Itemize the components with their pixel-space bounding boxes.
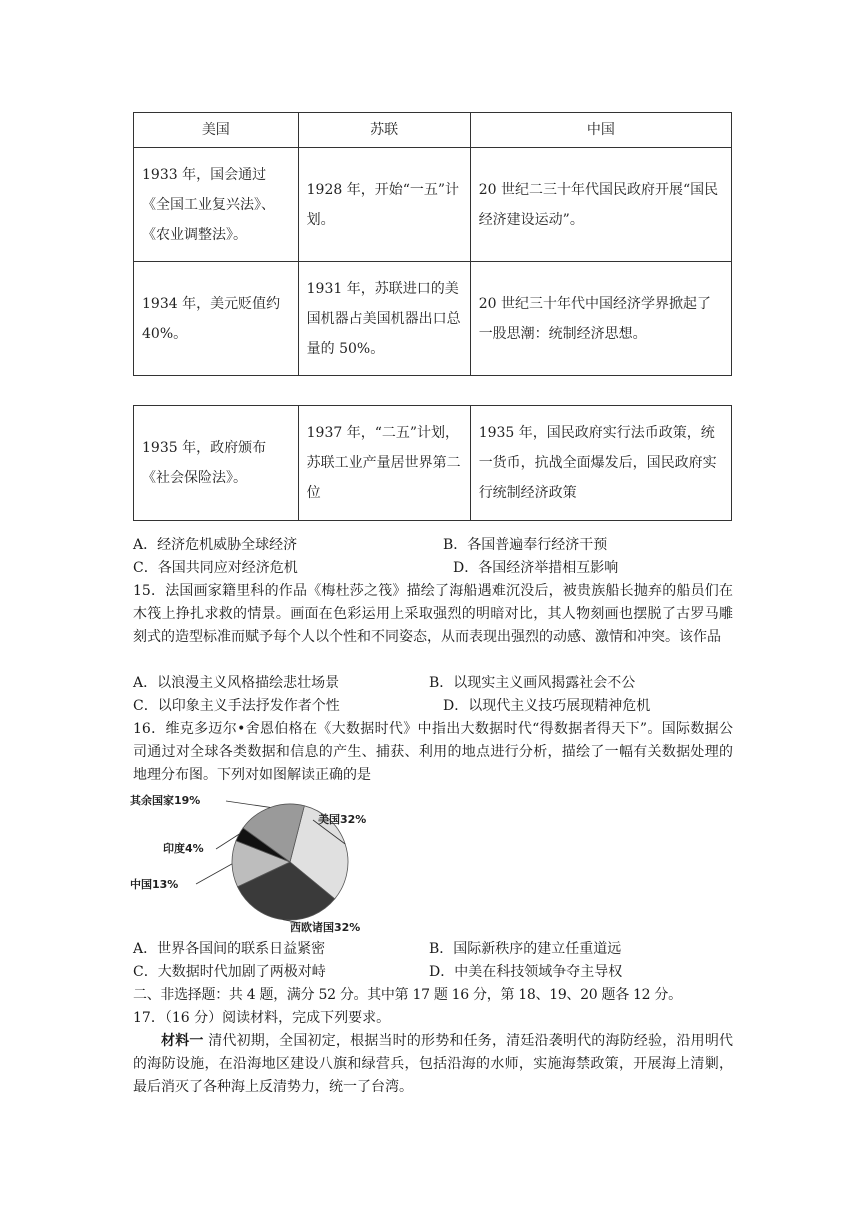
material-one-label: 材料一 xyxy=(161,1033,204,1049)
table-cell: 1933 年，国会通过《全国工业复兴法》、《农业调整法》。 xyxy=(134,148,299,262)
table-cell: 1935 年，国民政府实行法币政策，统一货币，抗战全面爆发后，国民政府实行统制经济政策 xyxy=(470,406,731,521)
q17-title: 17．（16 分）阅读材料，完成下列要求。 xyxy=(133,1010,391,1026)
table-cell: 20 世纪二三十年代国民政府开展“国民经济建设运动”。 xyxy=(470,148,731,262)
pie-leader-line xyxy=(196,864,232,884)
table-cell: 1934 年，美元贬值约 40%。 xyxy=(134,262,299,376)
q15-option-a[interactable]: A．以浪漫主义风格描绘悲壮场景 xyxy=(133,675,340,691)
pie-slice-label: 其余国家19% xyxy=(130,794,201,807)
material-one xyxy=(133,1030,733,1099)
q14-option-a[interactable]: A．经济危机威胁全球经济 xyxy=(133,537,298,553)
q16-option-b[interactable]: B．国际新秩序的建立任重道远 xyxy=(429,941,622,957)
pie-slice-label: 西欧诸国32% xyxy=(290,921,361,934)
table-cell: 1931 年，苏联进口的美国机器占美国机器出口总量的 50%。 xyxy=(298,262,470,376)
table-header-cell: 苏联 xyxy=(298,113,470,148)
section2-heading: 二、非选择题：共 4 题，满分 52 分。其中第 17 题 16 分，第 18、19、20 题各 12 分。 xyxy=(133,987,682,1003)
q16-option-a[interactable]: A．世界各国间的联系日益紧密 xyxy=(133,941,326,957)
table-cell: 1935 年，政府颁布《社会保险法》。 xyxy=(134,406,299,521)
comparison-table-part1 xyxy=(133,112,732,376)
table-header-cell: 美国 xyxy=(134,113,299,148)
pie-leader-line xyxy=(226,801,270,807)
pie-slice-label: 中国13% xyxy=(130,878,179,891)
q16-stem: 16．维克多迈尔•舍恩伯格在《大数据时代》中指出大数据时代“得数据者得天下”。国际数据公司通过对全球各类数据和信息的产生、捕获、利用的地点进行分析，描绘了一幅有关数据处理的地理分布图。下列对如图解读正确的是 xyxy=(133,721,733,783)
pie-slice-label: 印度4% xyxy=(163,842,204,855)
table-cell: 20 世纪三十年代中国经济学界掀起了一股思潮：统制经济思想。 xyxy=(470,262,731,376)
q15-stem: 15．法国画家籍里科的作品《梅杜莎之筏》描绘了海船遇难沉没后，被贵族船长抛弃的船员们在木筏上挣扎求救的情景。画面在色彩运用上采取强烈的明暗对比，其人物刻画也摆脱了古罗马雕刻式的造型标准而赋予每个人以个性和不同姿态，从而表现出强烈的动感、激情和冲突。该作品 xyxy=(133,583,733,645)
table-cell: 1928 年，开始“一五”计划。 xyxy=(298,148,470,262)
comparison-table-part2 xyxy=(133,405,732,521)
table-row xyxy=(134,406,732,521)
material-one-text: 清代初期，全国初定，根据当时的形势和任务，清廷沿袭明代的海防经验，沿用明代的海防设施，在沿海地区建设八旗和绿营兵，包括沿海的水师，实施海禁政策，开展海上清剿，最后消灭了各种海上反清势力，统一了台湾。 xyxy=(133,1033,734,1095)
q16-option-c[interactable]: C．大数据时代加剧了两极对峙 xyxy=(133,964,326,980)
q14-option-c[interactable]: C．各国共同应对经济危机 xyxy=(133,560,298,576)
pie-chart-svg xyxy=(130,785,410,935)
q15-option-c[interactable]: C．以印象主义手法抒发作者个性 xyxy=(133,698,340,714)
table-header-cell: 中国 xyxy=(470,113,731,148)
table-row xyxy=(134,148,732,262)
q15-option-d[interactable]: D．以现代主义技巧展现精神危机 xyxy=(443,698,651,714)
data-distribution-pie-chart xyxy=(130,785,410,935)
q15-option-b[interactable]: B．以现实主义画风揭露社会不公 xyxy=(429,675,636,691)
pie-slice-label: 美国32% xyxy=(318,813,367,826)
table-header-row xyxy=(134,113,732,148)
q16-option-d[interactable]: D．中美在科技领域争夺主导权 xyxy=(429,964,623,980)
table-cell: 1937 年，“二五”计划，苏联工业产量居世界第二位 xyxy=(298,406,470,521)
q14-option-b[interactable]: B．各国普遍奉行经济干预 xyxy=(443,537,608,553)
table-row xyxy=(134,262,732,376)
q14-option-d[interactable]: D．各国经济举措相互影响 xyxy=(453,560,619,576)
